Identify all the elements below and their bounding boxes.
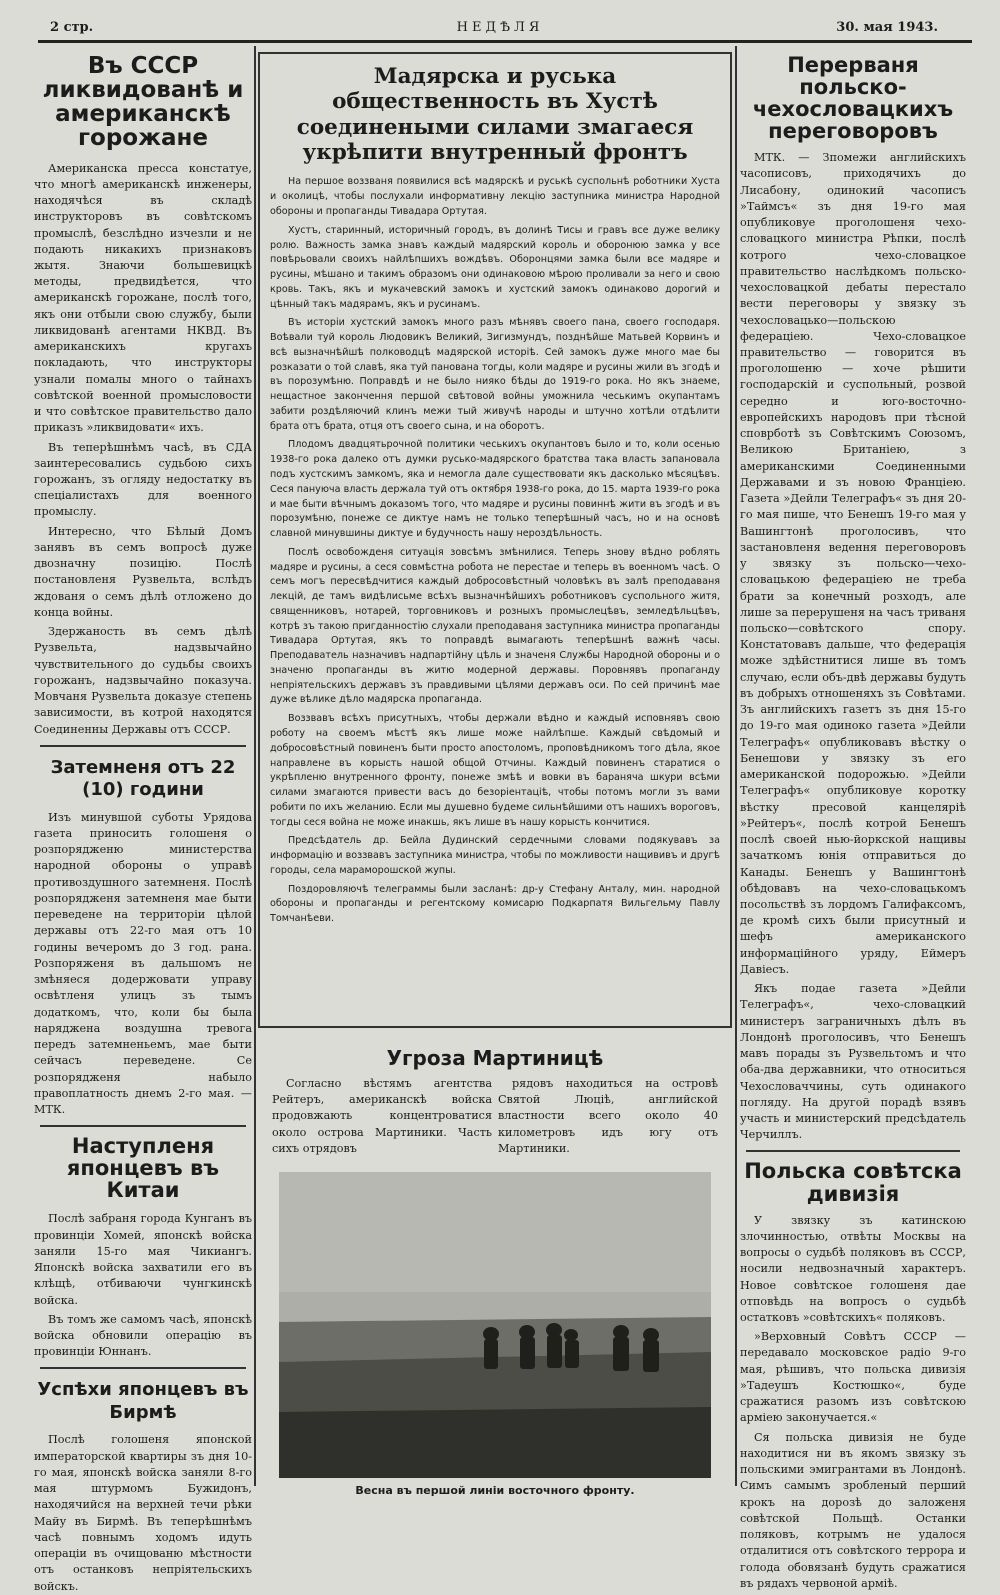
article-paragraph: МТК. — Зпомежи английскихъ часописовъ, приходячихъ до Лисабону, одинокий часописъ »Таймсъ« зъ дня 19-го мая опубликовуе проголошеня чехо-словацкого министра Рѣпки, послѣ котрого чехо-словацкое правительство наслѣдкомъ польско-чехословацкой дебаты перестало вести переговоры у звязку зъ чехословацько—польскою федераціею. Чехо-словацкое правительство — говорится въ проголошеню — хоче рѣшити господарскій и суспольный, розвой середно и юго-восточно-европейскихъ народовъ при тѣсной споврботѣ зъ Совѣтскимъ Союзомъ, Великою Британіею, з американскими Соединенными Державами и зъ новою Франціею. Газета »Дейли Телеграфъ« зъ дня 20-го мая пише, что Бенешъ 19-го мая у Вашингтонѣ проголосивъ, что застановленя ведення переговоровъ у звязку зъ польско—чехо-словацькою федераціею не треба брати за конечный розходъ, але лише за перерушеня на часъ триваня польско—совѣтского спору. Констатовавъ дальше, что федерація може здѣйстнитися лише въ томъ случаю, если объ-двѣ державы будуть въ добрыхъ отношеняхъ зъ Совѣтами. Зъ английскихъ газетъ зъ дня 15-го до 19-го мая одиноко газета »Дейли Телеграфъ« опубликовавъ вѣстку о Бенешови у звязку зъ его американской подорожью. »Дейли Телеграфъ« опубликовуе коротку вѣстку пресовой канцеляріѣ »Рейтеръ«, послѣ котрой Бенешъ послѣ своей нью-йоркской нащивы зачаткомъ юнія отправиться до Канады. Бенешъ у Вашингтонѣ обѣдовавъ на чехо-словацькомъ посольствѣ зъ лордомъ Галифаксомъ, де кромѣ сихъ были присутный и шефъ американского информаційного уряду, Еймеръ Давіесъ. [740,151,966,976]
article-title-japan-burma: Успѣхи японцевъ въ Бирмѣ [37,1379,249,1423]
article-paragraph: Въ исторіи хустский замокъ много разъ мѣнявъ своего пана, своего господаря. Воѣвали туй король Людовикъ Великий, Зигизмундъ, позднѣйше Матьвей Корвинъ и всѣ вызначнѣйшѣ полководцѣ мадярской исторіѣ. Сей замокъ дуже много мае бы розказати о той славѣ, яка туй панована тогды, коли мадяре и русины жили въ згодѣ и въ порозумѣню. Поправдѣ и не было нияко бѣды до 1919-го рока. Но якъ знаеме, нещастное закончення першой свѣтовой войны уможнила чеськимъ окупантамъ забити роздѣляючий клинъ межи тый живучѣ народы и штучно хотѣли отдѣлити брата отъ брата, отця отъ своего сына, и на оборотъ. [270,317,720,432]
article-title-polish-division: Польска совѣтска дивизія [744,1159,962,1206]
article-paragraph: Предсѣдатель др. Бейла Дудинский сердечными словами подякувавъ за информацію и воззвавъ заступника министра, чтобы по можливости нащививъ и другѣ городы, села мараморошской жупы. [270,835,720,876]
article-separator [40,1125,246,1127]
header-rule [38,40,972,43]
page-header [0,20,1000,42]
article-separator [40,745,246,747]
article-paragraph: рядовъ находиться на островѣ Святой Люціѣ, английской властности всего около 40 километровъ идъ югу отъ Мартиники. [498,1077,718,1155]
article-paragraph: Поздоровляючѣ телеграммы были засланѣ: др-у Стефану Анталу, мин. народной обороны и пропаганды и регентскому комисарю Подкарпатя Вильгельму Павлу Томчанѣеви. [270,883,720,925]
photo-caption: Весна въ першой линіи восточного фронту. [355,1484,635,1498]
right-column [740,46,966,1590]
article-paragraph: Якъ подае газета »Дейли Телеграфъ«, чехо-словацкий министеръ заграничныхъ дѣлъ въ Лондонѣ проголосивъ, что Бенешъ мавъ порады зъ Рузвельтомъ и что оба-два державники, что относиться Чехословаччины, суть одинакого погляду. На другой порадѣ взявъ участь и министерский предсѣдатель Черчиллъ. [740,982,966,1142]
article-title-blackout: Затемненя отъ 22 (10) години [50,756,236,801]
column-divider-left [254,46,256,1486]
article-separator [40,1367,246,1369]
main-article-box [258,52,732,1028]
article-paragraph: Послѣ забраня города Кунганъ въ провинціи Хомей, японскѣ войска заняли 15-го мая Чикиангъ. Японскѣ войска захватили его въ клѣщѣ, отбиваючи чунгкинскѣ войска. [34,1212,252,1307]
article-paragraph: Согласно вѣстямъ агентства Рейтеръ, американскѣ войска продовжають концентроватися около острова Мартиники. Часть сихъ отрядовъ [272,1077,492,1155]
article-paragraph: Послѣ освобожденя ситуація зовсѣмъ змѣнилися. Теперь знову вѣдно роблять мадяре и русины, а сеся совмѣстна робота не перестае и теперь въ военномъ часѣ. О семъ могъ пересвѣдчитися каждый добросовѣстный чоловѣкъ въ залѣ преподаваня лекцій, де тамъ видѣлисьме всѣхъ вызначнѣйшихъ роботниковъ суспольного житя, священниковъ, нотарей, торговниковъ и розныхъ промыслецѣвъ, земледѣльцѣвъ, котрѣ зъ такою пригданностію слухали преподаваня заступника министра пропаганды Тивадара Ортутая, якъ то поправдѣ вымагають теперѣшнѣ важнѣ часы. Преподаватель назначивъ надпартійну цѣль и значеня Службы Народной обороны и о значеню пропаганды въ житю модерной державы. Поровнявъ пропаганду непріятельскихъ державъ зъ правдивыми цѣлями державъ оси. По сей причинѣ мае дуже вѣлике дѣло мадярска пропаганда. [270,546,720,706]
article-separator [746,1150,960,1152]
article-paragraph: Американска пресса констатуе, что многѣ американскѣ инженеры, находячѣся въ складѣ инструкторовъ въ совѣтскомъ промыслѣ, безслѣдно изчезли и не подають никакихъ признаковъ жытя. Знаючи большевицкѣ методы, предвидѣется, что американскѣ горожане, послѣ того, якъ они отбыли свою службу, были ликвидованѣ агентами НКВД. Въ американскихъ кругахъ покладають, что инструкторы узнали помалы много о тайнахъ совѣтской военной промысловости и что совѣтское правительство дало приказъ »ликвидовати« ихъ. [34,161,252,435]
article-paragraph: Въ томъ же самомъ часѣ, японскѣ войска обновили операцію въ провинціи Юннанъ. [34,1312,252,1359]
article-paragraph: Плодомъ двадцятьрочной политики чеськихъ окупантовъ было и то, коли осенью 1938-го рока далеко отъ думки русько-мадярского братства така власть запановала подъ хустскимъ замкомъ, яка и немогла дале существовати якъ дасколько мѣсяцѣвъ. Сеся пануюча власть держала туй отъ октября 1938-го рока, до 15. марта 1939-го рока и мае быти вѣчнымъ доказомъ того, что мадяре и русины повиннѣ жити въ згодѣ и въ порозумѣню, понеже се диктуе намъ не только теперѣшный часъ, но и на основѣ славной минувшины диктуе и будучность нашу нероздѣльность. [270,439,720,540]
article-title-ussr-americans: Въ СССР ликвидованѣ и американскѣ горожане [42,53,244,152]
article-title-talks-broken: Перерваня польско-чехословацкихъ переговоровъ [752,53,954,144]
column-divider-right [735,46,737,1486]
article-paragraph: Интересно, что Бѣлый Домъ занявъ въ семъ вопросѣ дуже двозначну позицію. Послѣ постановленя Рузвельта, вслѣдъ ждованя о семъ дѣлѣ отложено до конца войны. [34,524,252,619]
article-paragraph: Въ теперѣшнѣмъ часѣ, въ СДА заинтересовались судьбою сихъ горожанъ, зъ огляду недостатку въ спеціалистахъ для военного промыслу. [34,440,252,519]
newspaper-name: НЕДѢЛЯ [456,20,544,35]
article-paragraph: Послѣ голошеня японской императорской квартиры зъ дня 10-го мая, японскѣ войска заняли 8-го мая штурмомъ Бужидонъ, находячийся на верхней течи рѣки Майу въ Бирмѣ. Въ теперѣшнѣмъ часѣ повнымъ ходомъ идуть операціи въ очищованю мѣстности отъ останковъ непріятельскихъ войскъ. [34,1433,252,1593]
article-title-martinique: Угроза Мартиницѣ [386,1046,604,1070]
article-paragraph: Изъ минувшой суботы Урядова газета приносить голошеня о розпорядженю министерства народной обороны о управѣ противоздушного затемненя. Послѣ розпорядженя затемненя мае быти переведене на территоріи цѣлой державы отъ 22-го мая отъ 10 годины вечеромъ до 3 год. рана. Розпоряженя въ дальшомъ не змѣняеся додержовати управу освѣтленя улицъ зъ тымъ додаткомъ, что, коли бы была наряджена воздушна тревога передъ затемненьемъ, мае быти сейчасъ переведене. Се розпорядженя набыло правоплатность днемъ 2-го мая. — МТК. [34,810,252,1116]
article-paragraph: »Верховный Совѣтъ СССР — передавало московское радіо 9-го мая, рѣшивъ, что польска дивизія »Тадеушъ Костюшко«, буде сражатися разомъ изъ совѣтскою арміею законучается.« [740,1330,966,1425]
middle-column [258,46,732,1498]
article-paragraph: Ся польска дивизія не буде находитися ни въ якомъ звязку зъ польскими эмигрантами въ Лондонѣ. Симъ самымъ зробленый перший крокъ на дорозѣ до заложеня совѣтской Польщѣ. Останки поляковъ, котрымъ не удалося отдалитися отъ совѣтского террора и голода обовязанѣ будуть сражатися въ рядахъ червоной арміѣ. [740,1430,966,1590]
martinique-text-columns [258,1076,732,1160]
article-paragraph: Здержаность въ семъ дѣлѣ Рузвельта, надзвычайно чувствительного до судьбы своихъ горожанъ, надзвычайно показуча. Мовчаня Рузвельта доказуе степень зависимости, въ котрой находятся Соединенны Державы отъ СССР. [34,625,252,736]
front-line-photo [279,1172,711,1478]
article-paragraph: У звязку зъ катинскою злочинностью, отвѣты Москвы на вопросы о судьбѣ поляковъ въ СССР, носили недвозначный характеръ. Новое совѣтское голошеня дае отповѣдь на вопросъ о судьбѣ остатковъ »совѣтскихъ« поляковъ. [740,1213,966,1324]
main-article-title: Мадярска и руська общественность въ Хустѣ соединеными силами змагаеся укрѣпити внутренный фронтъ [296,64,694,166]
page-number: 2 стр. [50,20,94,35]
article-paragraph: Воззвавъ всѣхъ присутныхъ, чтобы держали вѣдно и каждый исповнявъ свою роботу на своемъ мѣстѣ якъ лише може найлѣпше. Каждый свѣдомый и добросовѣстный повиненъ быти просто апостоломъ, проповѣдникомъ того дѣла, якое направлене въ корысть нашой общой Отчины. Каждый повиненъ старатися о укрѣпленю внутренного фронту, понеже змѣѣ и вовки въ бараняча шкури всѣми силами змагаются привести васъ до безоріентаціѣ, чтобы потомъ могли зъ вами робити по ихъ желанию. Если мы душевно будеме сильнѣйшими отъ нашихъ вороговъ, тогды сеся война не може инакшь, якъ лише въ нашу корысть кончитися. [270,713,720,828]
article-paragraph: Хустъ, старинный, историчный городъ, въ долинѣ Тисы и гравъ все дуже велику ролю. Важность замка знавъ каждый мадярский король и оборонюю замка у все повѣрьовали своихъ найлѣпшихъ вождѣвъ. Оборонцями замка были все мадяре и русины, мѣшано и такимъ образомъ они одинаковою мѣрою проливали за него и свою кровь. Такъ, якъ и мукачевский замокъ и хустский замокъ одинаково дорогий и цѣнный такъ мадярамъ, якъ и русинамъ. [270,224,720,310]
issue-date: 30. мая 1943. [836,20,938,35]
left-column [34,46,252,1593]
soldiers-photo-illustration [279,1172,711,1478]
article-paragraph: На першое воззваня появилися всѣ мадярскѣ и руськѣ суспольнѣ роботники Хуста и околицѣ, чтобы послухали информативну лекцію заступника министра Народной обороны и пропаганды Тивадара Ортутая. [270,176,720,217]
article-title-japan-china: Наступленя японцевъ въ Китаи [66,1134,220,1203]
